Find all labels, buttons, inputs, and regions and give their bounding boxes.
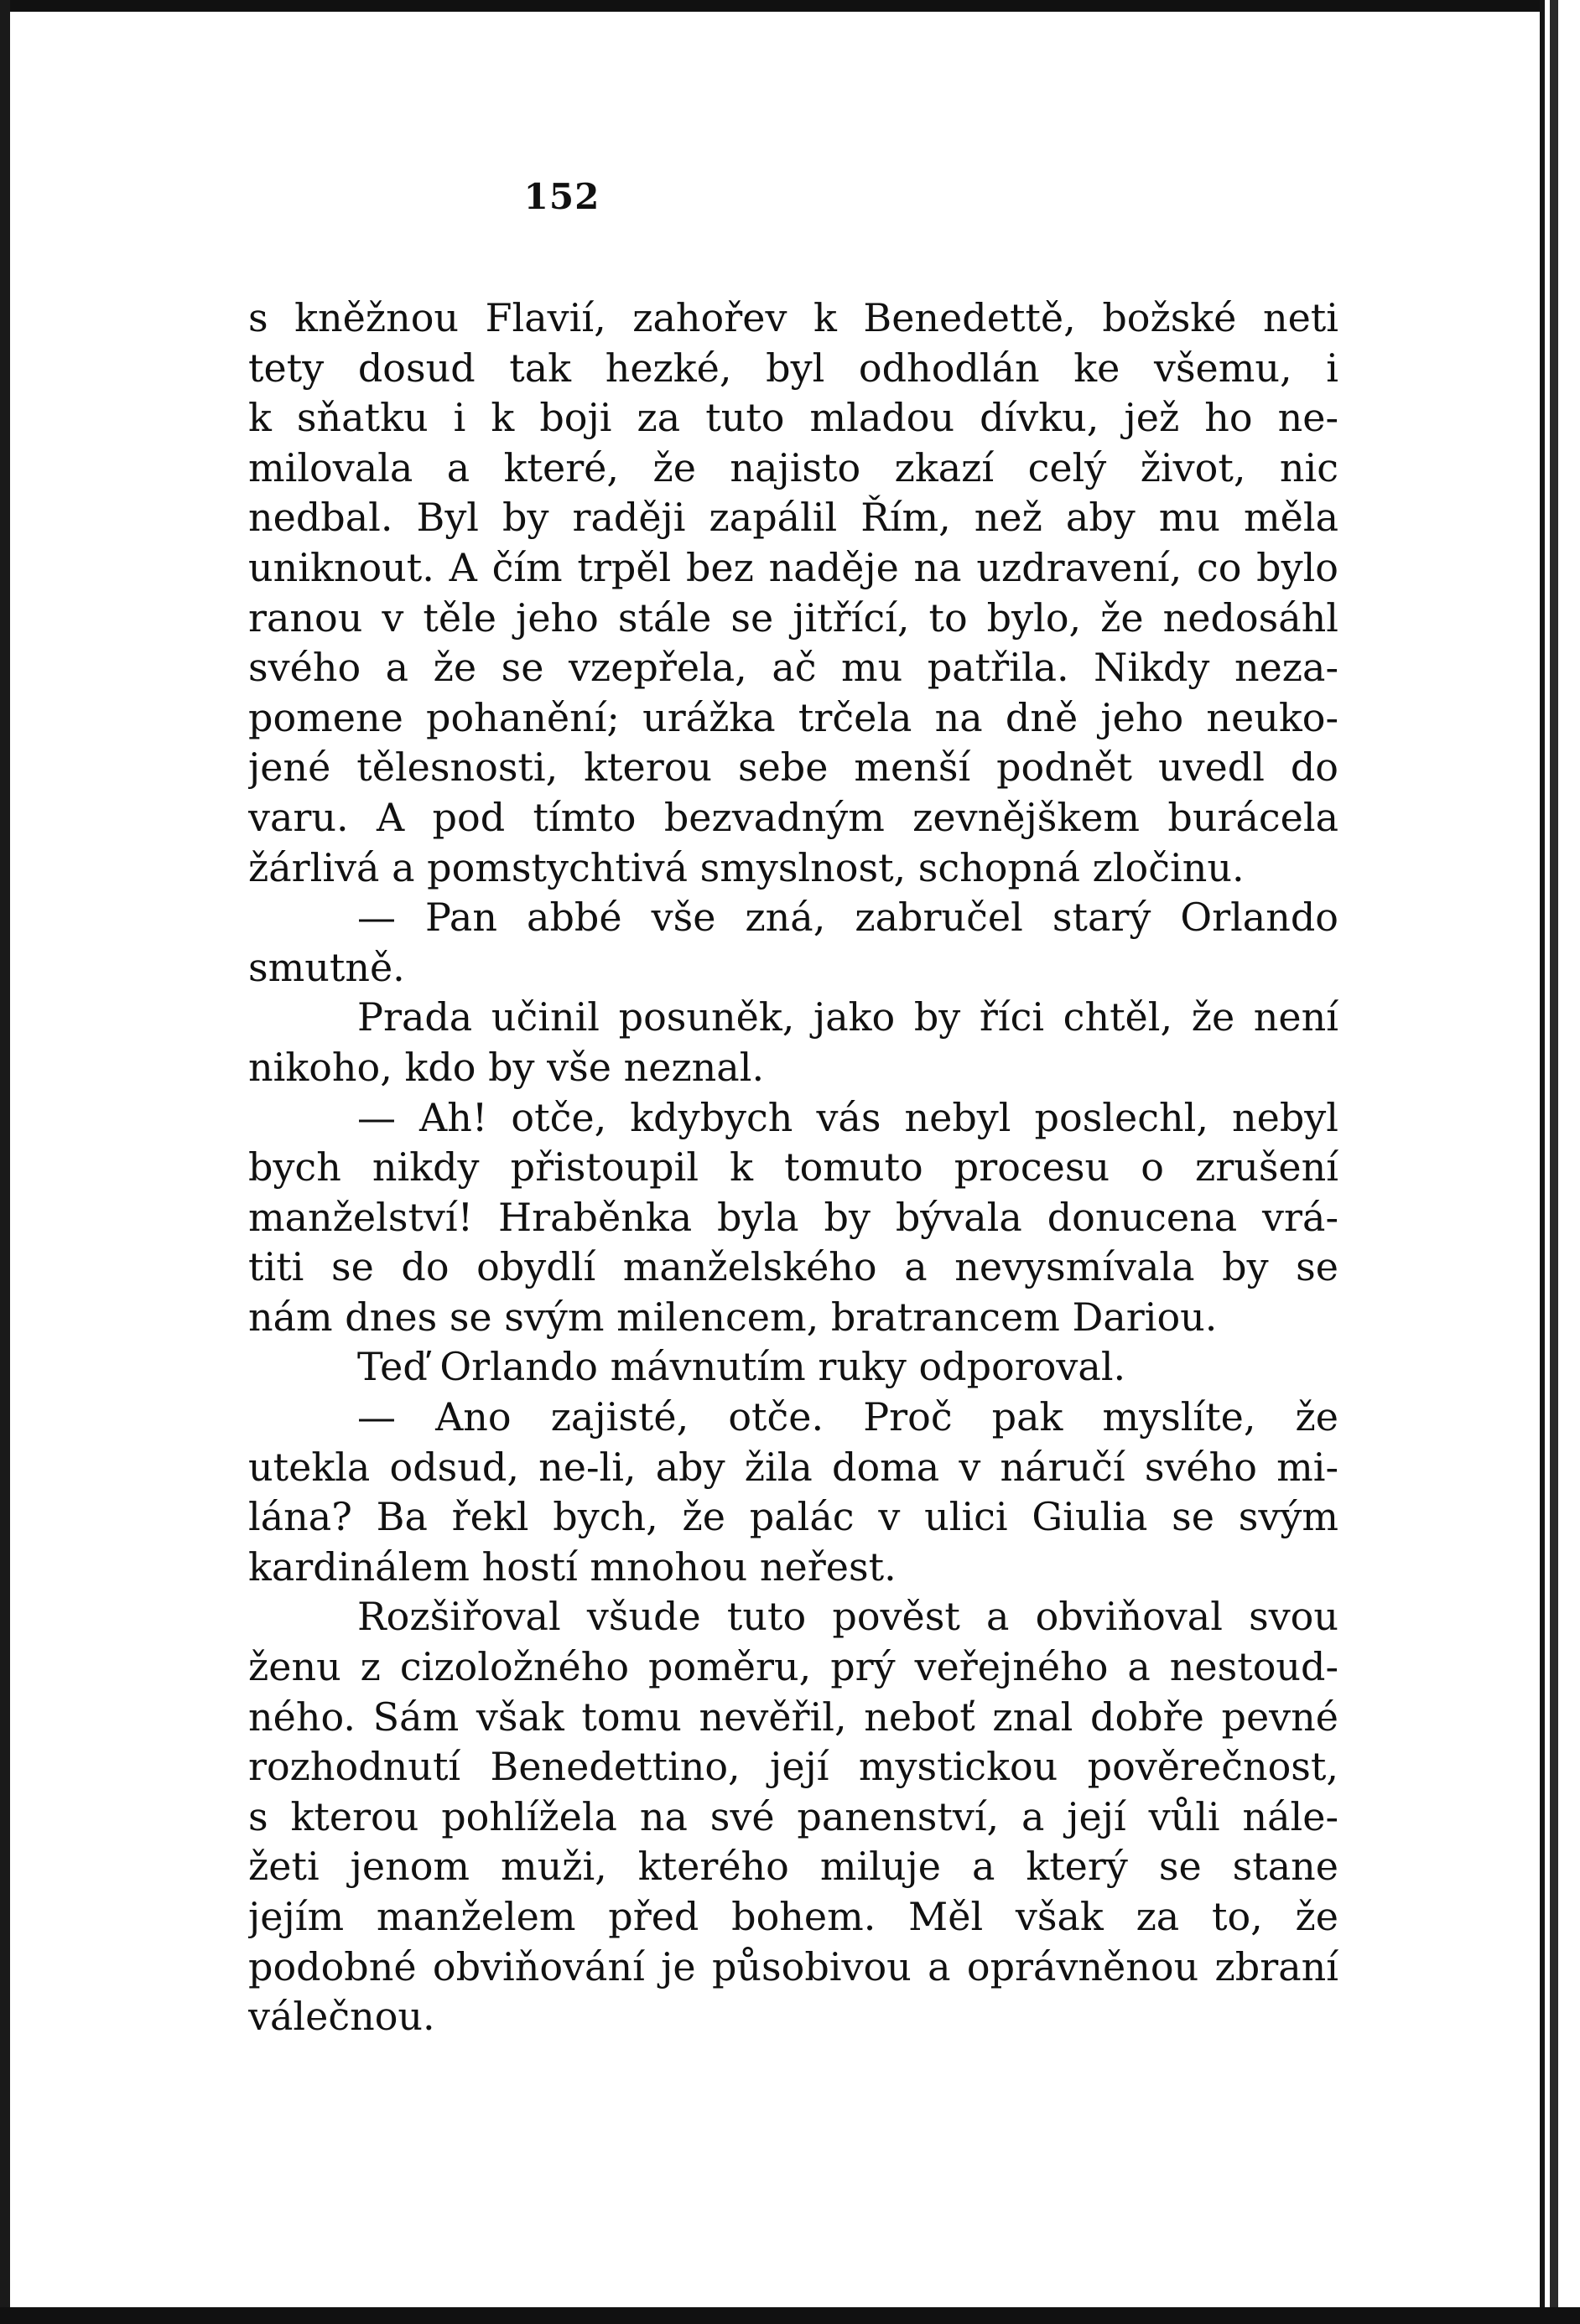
text-line: rozhodnutí Benedettino, její mystickou pověrečnost,: [248, 1744, 1338, 1790]
text-line: válečnou.: [248, 1994, 435, 2040]
text-line: ženu z cizoložného poměru, prý veřejného a nestoud-: [248, 1644, 1338, 1690]
text-line: s kněžnou Flavií, zahořev k Benedettě, božské neti: [248, 295, 1338, 340]
page-text: [248, 293, 1338, 2042]
text-line: smutně.: [248, 944, 405, 990]
text-line: milovala a které, že najisto zkazí celý život, nic: [248, 444, 1338, 490]
text-line: kardinálem hostí mnohou neřest.: [248, 1543, 897, 1590]
text-line: Teď Orlando mávnutím ruky odporoval.: [357, 1344, 1126, 1390]
scan-edge-right-inner: [1550, 0, 1558, 2324]
text-line: ranou v těle jeho stále se jitřící, to bylo, že nedosáhl: [248, 594, 1338, 641]
text-line: utekla odsud, ne-li, aby žila doma v náručí svého mi-: [248, 1444, 1338, 1490]
text-line: jejím manželem před bohem. Měl však za to, že: [248, 1894, 1338, 1939]
text-line: manželství! Hraběnka byla by bývala donucena vrá-: [248, 1194, 1338, 1240]
text-line: lána? Ba řekl bych, že palác v ulici Giulia se svým: [248, 1494, 1338, 1540]
text-line: titi se do obydlí manželského a nevysmívala by se: [248, 1244, 1338, 1290]
text-line: žeti jenom muži, kterého miluje a který se stane: [248, 1844, 1338, 1890]
text-line: ného. Sám však tomu nevěřil, neboť znal dobře pevné: [248, 1694, 1338, 1740]
text-line: k sňatku i k boji za tuto mladou dívku, jež ho ne-: [248, 395, 1338, 441]
text-line: Rozšiřoval všude tuto pověst a obviňoval svou: [357, 1594, 1338, 1640]
text-line: nám dnes se svým milencem, bratrancem Dariou.: [248, 1294, 1218, 1340]
text-line: s kterou pohlížela na své panenství, a její vůli nále-: [248, 1793, 1338, 1839]
text-line: — Ano zajisté, otče. Proč pak myslíte, že: [357, 1394, 1338, 1440]
scan-edge-right: [1540, 0, 1580, 2324]
text-line: tety dosud tak hezké, byl odhodlán ke všemu, i: [248, 345, 1338, 391]
text-line: jené tělesnosti, kterou sebe menší podnět uvedl do: [248, 744, 1338, 791]
text-line: bych nikdy přistoupil k tomuto procesu o zrušení: [248, 1144, 1338, 1191]
text-line: varu. A pod tímto bezvadným zevnějškem burácela: [248, 794, 1338, 840]
text-line: svého a že se vzepřela, ač mu patřila. Nikdy neza-: [248, 645, 1338, 691]
scan-border-top: [0, 0, 1580, 12]
text-line: — Ah! otče, kdybych vás nebyl poslechl, nebyl: [357, 1094, 1338, 1140]
text-line: žárlivá a pomstychtivá smyslnost, schopná zločinu.: [248, 844, 1245, 890]
page-number: 152: [523, 176, 600, 217]
scan-border-bottom: [0, 2307, 1580, 2324]
text-line: nikoho, kdo by vše neznal.: [248, 1044, 765, 1090]
text-line: uniknout. A čím trpěl bez naděje na uzdravení, co bylo: [248, 544, 1338, 590]
scan-border-left: [0, 0, 10, 2324]
text-line: podobné obviňování je působivou a oprávněnou zbraní: [248, 1943, 1338, 1989]
text-line: — Pan abbé vše zná, zabručel starý Orlando: [357, 895, 1338, 941]
text-line: pomene pohanění; urážka trčela na dně jeho neuko-: [248, 694, 1338, 740]
text-line: Prada učinil posuněk, jako by říci chtěl, že není: [357, 994, 1338, 1040]
text-line: nedbal. Byl by raději zapálil Řím, než aby mu měla: [248, 495, 1338, 541]
